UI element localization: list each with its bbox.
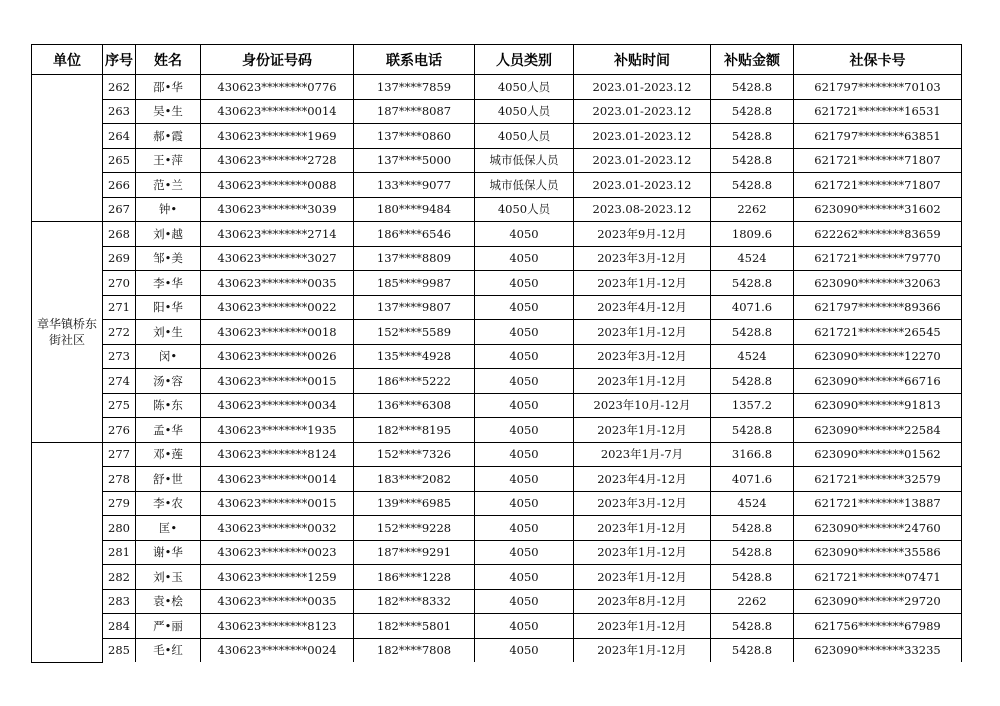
phone-cell: 152****7326	[354, 442, 475, 467]
id-number-cell: 430623********0024	[201, 638, 354, 662]
subsidy-table	[31, 44, 962, 663]
amount-cell: 3166.8	[711, 442, 794, 467]
name-cell: 谢•华	[136, 540, 201, 565]
serial-cell: 264	[103, 124, 136, 149]
amount-cell: 5428.8	[711, 516, 794, 541]
phone-cell: 182****8195	[354, 418, 475, 443]
serial-cell: 277	[103, 442, 136, 467]
card-number-cell: 621797********89366	[794, 295, 962, 320]
serial-cell: 265	[103, 148, 136, 173]
table-row	[32, 540, 962, 565]
card-number-cell: 621756********67989	[794, 614, 962, 639]
category-cell: 4050	[475, 491, 574, 516]
table-row	[32, 124, 962, 149]
id-number-cell: 430623********0022	[201, 295, 354, 320]
name-cell: 王•萍	[136, 148, 201, 173]
id-number-cell: 430623********0032	[201, 516, 354, 541]
name-cell: 刘•玉	[136, 565, 201, 590]
card-number-cell: 623090********32063	[794, 271, 962, 296]
category-cell: 4050	[475, 565, 574, 590]
category-cell: 4050人员	[475, 75, 574, 100]
category-cell: 城市低保人员	[475, 148, 574, 173]
id-number-cell: 430623********0035	[201, 271, 354, 296]
name-cell: 匡•	[136, 516, 201, 541]
name-cell: 邵•华	[136, 75, 201, 100]
card-number-cell: 621721********32579	[794, 467, 962, 492]
name-cell: 邓•莲	[136, 442, 201, 467]
card-number-cell: 623090********12270	[794, 344, 962, 369]
period-cell: 2023年1月-12月	[574, 540, 711, 565]
name-cell: 严•丽	[136, 614, 201, 639]
serial-cell: 268	[103, 222, 136, 247]
phone-cell: 137****7859	[354, 75, 475, 100]
phone-cell: 152****5589	[354, 320, 475, 345]
id-number-cell: 430623********3027	[201, 246, 354, 271]
amount-cell: 5428.8	[711, 75, 794, 100]
header-subsidy-period: 补贴时间	[574, 45, 711, 75]
period-cell: 2023年3月-12月	[574, 246, 711, 271]
table-row	[32, 75, 962, 100]
category-cell: 城市低保人员	[475, 173, 574, 198]
amount-cell: 5428.8	[711, 124, 794, 149]
period-cell: 2023年1月-7月	[574, 442, 711, 467]
amount-cell: 1357.2	[711, 393, 794, 418]
card-number-cell: 621721********07471	[794, 565, 962, 590]
period-cell: 2023.01-2023.12	[574, 124, 711, 149]
name-cell: 毛•红	[136, 638, 201, 662]
serial-cell: 273	[103, 344, 136, 369]
header-phone: 联系电话	[354, 45, 475, 75]
table-row	[32, 99, 962, 124]
serial-cell: 267	[103, 197, 136, 222]
name-cell: 吴•生	[136, 99, 201, 124]
period-cell: 2023年1月-12月	[574, 320, 711, 345]
period-cell: 2023.01-2023.12	[574, 148, 711, 173]
amount-cell: 5428.8	[711, 418, 794, 443]
table-row	[32, 197, 962, 222]
category-cell: 4050	[475, 418, 574, 443]
card-number-cell: 623090********22584	[794, 418, 962, 443]
period-cell: 2023年1月-12月	[574, 565, 711, 590]
phone-cell: 137****0860	[354, 124, 475, 149]
table-row	[32, 516, 962, 541]
amount-cell: 4524	[711, 344, 794, 369]
name-cell: 刘•越	[136, 222, 201, 247]
card-number-cell: 623090********35586	[794, 540, 962, 565]
period-cell: 2023.01-2023.12	[574, 99, 711, 124]
phone-cell: 182****8332	[354, 589, 475, 614]
name-cell: 郝•霞	[136, 124, 201, 149]
category-cell: 4050	[475, 516, 574, 541]
name-cell: 陈•东	[136, 393, 201, 418]
table-row	[32, 467, 962, 492]
period-cell: 2023年10月-12月	[574, 393, 711, 418]
subsidy-table-sheet	[31, 44, 962, 663]
name-cell: 范•兰	[136, 173, 201, 198]
table-row	[32, 222, 962, 247]
id-number-cell: 430623********0023	[201, 540, 354, 565]
serial-cell: 285	[103, 638, 136, 662]
table-row	[32, 638, 962, 662]
table-row	[32, 148, 962, 173]
serial-cell: 269	[103, 246, 136, 271]
id-number-cell: 430623********0014	[201, 467, 354, 492]
table-row	[32, 565, 962, 590]
card-number-cell: 623090********91813	[794, 393, 962, 418]
amount-cell: 5428.8	[711, 540, 794, 565]
card-number-cell: 621721********26545	[794, 320, 962, 345]
header-id-number: 身份证号码	[201, 45, 354, 75]
card-number-cell: 621721********71807	[794, 173, 962, 198]
id-number-cell: 430623********2714	[201, 222, 354, 247]
category-cell: 4050	[475, 222, 574, 247]
unit-cell: 章华镇桥东街社区	[32, 222, 103, 443]
id-number-cell: 430623********1259	[201, 565, 354, 590]
phone-cell: 187****8087	[354, 99, 475, 124]
category-cell: 4050	[475, 246, 574, 271]
phone-cell: 186****6546	[354, 222, 475, 247]
phone-cell: 180****9484	[354, 197, 475, 222]
period-cell: 2023年1月-12月	[574, 418, 711, 443]
table-row	[32, 614, 962, 639]
serial-cell: 272	[103, 320, 136, 345]
phone-cell: 137****8809	[354, 246, 475, 271]
period-cell: 2023年1月-12月	[574, 516, 711, 541]
category-cell: 4050	[475, 320, 574, 345]
serial-cell: 279	[103, 491, 136, 516]
card-number-cell: 621797********63851	[794, 124, 962, 149]
card-number-cell: 622262********83659	[794, 222, 962, 247]
name-cell: 舒•世	[136, 467, 201, 492]
period-cell: 2023年4月-12月	[574, 467, 711, 492]
amount-cell: 4071.6	[711, 295, 794, 320]
id-number-cell: 430623********8124	[201, 442, 354, 467]
name-cell: 李•华	[136, 271, 201, 296]
table-row	[32, 491, 962, 516]
phone-cell: 187****9291	[354, 540, 475, 565]
name-cell: 邹•美	[136, 246, 201, 271]
amount-cell: 5428.8	[711, 369, 794, 394]
category-cell: 4050人员	[475, 99, 574, 124]
id-number-cell: 430623********0014	[201, 99, 354, 124]
card-number-cell: 621721********13887	[794, 491, 962, 516]
category-cell: 4050	[475, 467, 574, 492]
amount-cell: 5428.8	[711, 99, 794, 124]
amount-cell: 4071.6	[711, 467, 794, 492]
serial-cell: 276	[103, 418, 136, 443]
phone-cell: 133****9077	[354, 173, 475, 198]
header-unit: 单位	[32, 45, 103, 75]
header-name: 姓名	[136, 45, 201, 75]
id-number-cell: 430623********0015	[201, 369, 354, 394]
card-number-cell: 621721********71807	[794, 148, 962, 173]
table-row	[32, 271, 962, 296]
amount-cell: 2262	[711, 589, 794, 614]
header-card-number: 社保卡号	[794, 45, 962, 75]
category-cell: 4050	[475, 271, 574, 296]
period-cell: 2023年9月-12月	[574, 222, 711, 247]
card-number-cell: 623090********24760	[794, 516, 962, 541]
period-cell: 2023年1月-12月	[574, 271, 711, 296]
period-cell: 2023年4月-12月	[574, 295, 711, 320]
phone-cell: 152****9228	[354, 516, 475, 541]
serial-cell: 262	[103, 75, 136, 100]
table-row	[32, 418, 962, 443]
table-row	[32, 295, 962, 320]
table-row	[32, 393, 962, 418]
id-number-cell: 430623********2728	[201, 148, 354, 173]
category-cell: 4050人员	[475, 197, 574, 222]
id-number-cell: 430623********3039	[201, 197, 354, 222]
period-cell: 2023年3月-12月	[574, 344, 711, 369]
id-number-cell: 430623********0035	[201, 589, 354, 614]
serial-cell: 278	[103, 467, 136, 492]
phone-cell: 183****2082	[354, 467, 475, 492]
name-cell: 闵•	[136, 344, 201, 369]
serial-cell: 271	[103, 295, 136, 320]
phone-cell: 137****5000	[354, 148, 475, 173]
phone-cell: 186****5222	[354, 369, 475, 394]
period-cell: 2023.08-2023.12	[574, 197, 711, 222]
amount-cell: 5428.8	[711, 614, 794, 639]
id-number-cell: 430623********0088	[201, 173, 354, 198]
name-cell: 袁•桧	[136, 589, 201, 614]
category-cell: 4050	[475, 442, 574, 467]
period-cell: 2023年1月-12月	[574, 614, 711, 639]
unit-cell	[32, 75, 103, 222]
name-cell: 李•农	[136, 491, 201, 516]
serial-cell: 270	[103, 271, 136, 296]
period-cell: 2023.01-2023.12	[574, 75, 711, 100]
card-number-cell: 623090********66716	[794, 369, 962, 394]
serial-cell: 282	[103, 565, 136, 590]
phone-cell: 136****6308	[354, 393, 475, 418]
table-row	[32, 173, 962, 198]
amount-cell: 5428.8	[711, 320, 794, 345]
serial-cell: 280	[103, 516, 136, 541]
name-cell: 钟•	[136, 197, 201, 222]
table-row	[32, 589, 962, 614]
table-body	[32, 75, 962, 663]
serial-cell: 263	[103, 99, 136, 124]
header-row	[32, 45, 962, 75]
card-number-cell: 623090********29720	[794, 589, 962, 614]
name-cell: 阳•华	[136, 295, 201, 320]
unit-cell	[32, 442, 103, 662]
serial-cell: 283	[103, 589, 136, 614]
amount-cell: 1809.6	[711, 222, 794, 247]
amount-cell: 5428.8	[711, 173, 794, 198]
header-category: 人员类别	[475, 45, 574, 75]
id-number-cell: 430623********0776	[201, 75, 354, 100]
category-cell: 4050	[475, 369, 574, 394]
period-cell: 2023年8月-12月	[574, 589, 711, 614]
table-row	[32, 246, 962, 271]
table-row	[32, 344, 962, 369]
phone-cell: 185****9987	[354, 271, 475, 296]
phone-cell: 135****4928	[354, 344, 475, 369]
phone-cell: 182****7808	[354, 638, 475, 662]
name-cell: 孟•华	[136, 418, 201, 443]
amount-cell: 5428.8	[711, 638, 794, 662]
period-cell: 2023年3月-12月	[574, 491, 711, 516]
phone-cell: 186****1228	[354, 565, 475, 590]
card-number-cell: 621721********79770	[794, 246, 962, 271]
id-number-cell: 430623********8123	[201, 614, 354, 639]
category-cell: 4050	[475, 295, 574, 320]
amount-cell: 5428.8	[711, 148, 794, 173]
id-number-cell: 430623********0015	[201, 491, 354, 516]
phone-cell: 137****9807	[354, 295, 475, 320]
header-subsidy-amount: 补贴金额	[711, 45, 794, 75]
name-cell: 刘•生	[136, 320, 201, 345]
amount-cell: 4524	[711, 491, 794, 516]
header-serial: 序号	[103, 45, 136, 75]
category-cell: 4050	[475, 589, 574, 614]
amount-cell: 5428.8	[711, 565, 794, 590]
card-number-cell: 621721********16531	[794, 99, 962, 124]
period-cell: 2023年1月-12月	[574, 638, 711, 662]
category-cell: 4050	[475, 614, 574, 639]
table-row	[32, 442, 962, 467]
table-row	[32, 369, 962, 394]
serial-cell: 274	[103, 369, 136, 394]
id-number-cell: 430623********0018	[201, 320, 354, 345]
card-number-cell: 621797********70103	[794, 75, 962, 100]
category-cell: 4050	[475, 344, 574, 369]
category-cell: 4050	[475, 540, 574, 565]
period-cell: 2023年1月-12月	[574, 369, 711, 394]
phone-cell: 139****6985	[354, 491, 475, 516]
phone-cell: 182****5801	[354, 614, 475, 639]
serial-cell: 266	[103, 173, 136, 198]
name-cell: 汤•容	[136, 369, 201, 394]
amount-cell: 5428.8	[711, 271, 794, 296]
card-number-cell: 623090********33235	[794, 638, 962, 662]
table-row	[32, 320, 962, 345]
category-cell: 4050	[475, 638, 574, 662]
id-number-cell: 430623********0026	[201, 344, 354, 369]
card-number-cell: 623090********31602	[794, 197, 962, 222]
period-cell: 2023.01-2023.12	[574, 173, 711, 198]
category-cell: 4050	[475, 393, 574, 418]
amount-cell: 2262	[711, 197, 794, 222]
card-number-cell: 623090********01562	[794, 442, 962, 467]
category-cell: 4050人员	[475, 124, 574, 149]
id-number-cell: 430623********1969	[201, 124, 354, 149]
id-number-cell: 430623********0034	[201, 393, 354, 418]
serial-cell: 281	[103, 540, 136, 565]
serial-cell: 275	[103, 393, 136, 418]
id-number-cell: 430623********1935	[201, 418, 354, 443]
serial-cell: 284	[103, 614, 136, 639]
amount-cell: 4524	[711, 246, 794, 271]
